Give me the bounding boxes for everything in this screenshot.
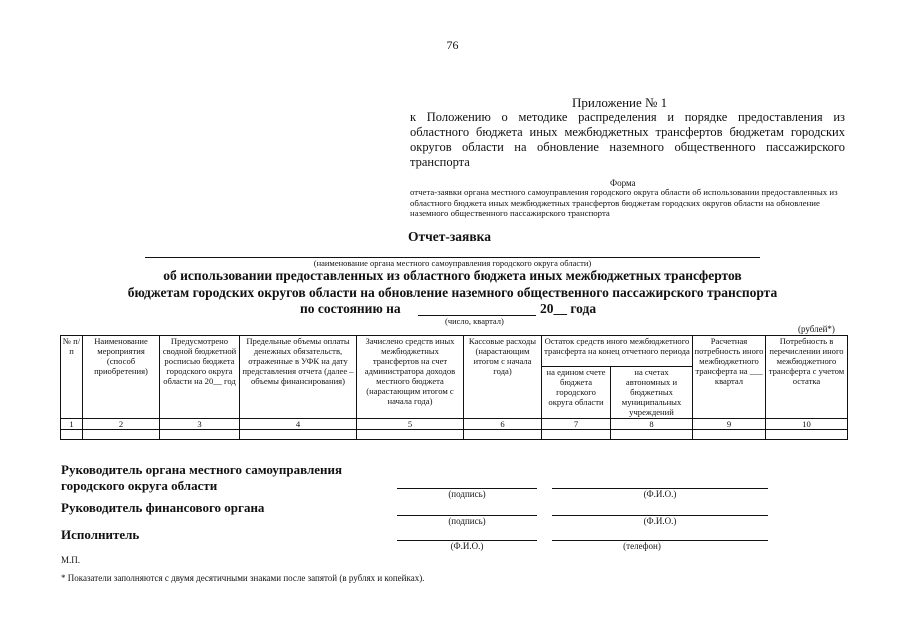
stamp-place-label: М.П.	[61, 555, 81, 565]
column-number: 8	[611, 419, 693, 430]
table-cell	[693, 430, 766, 440]
name-caption: (Ф.И.О.)	[450, 541, 484, 551]
page-number: 76	[446, 38, 459, 52]
header-col-2: Наименование мероприятия (способ приобретения)	[83, 336, 160, 419]
signature-head-of-government: Руководитель органа местного самоуправления городского округа области	[61, 462, 343, 493]
signature-caption: (подпись)	[448, 489, 486, 499]
signature-head-of-finance: Руководитель финансового органа	[61, 500, 265, 515]
table-cell	[61, 430, 83, 440]
table-cell	[160, 430, 240, 440]
column-number: 4	[240, 419, 357, 430]
phone-caption: (телефон)	[623, 541, 661, 551]
signature-caption: (подпись)	[448, 516, 486, 526]
header-col-7-8: Остаток средств иного межбюджетного трансферта на конец отчетного периода	[542, 336, 693, 367]
forma-label: Форма	[610, 178, 636, 188]
appendix-title: Приложение № 1	[572, 95, 668, 110]
header-col-3: Предусмотрено сводной бюджетной росписью бюджета городского округа области на 20__ год	[160, 336, 240, 419]
column-numbers-row	[61, 419, 848, 430]
heading-line-2: бюджетам городских округов области на обновление наземного общественного пассажирского транспорта	[127, 285, 778, 300]
column-number: 10	[766, 419, 848, 430]
column-number: 2	[83, 419, 160, 430]
report-table	[60, 335, 848, 440]
header-col-6: Кассовые расходы (нарастающим итогом с начала года)	[464, 336, 542, 419]
footnote: * Показатели заполняются с двумя десятичными знаками после запятой (в рублях и копейках).	[61, 573, 425, 583]
date-caption: (число, квартал)	[445, 316, 504, 326]
header-col-1: № п/п	[61, 336, 83, 419]
header-col-8: на счетах автономных и бюджетных муниципальных учреждений	[611, 367, 693, 419]
heading-year: 20__ года	[540, 301, 597, 316]
report-title: Отчет-заявка	[408, 229, 491, 244]
table-cell	[766, 430, 848, 440]
appendix-text: к Положению о методике распределения и порядке предоставления из областного бюджета иных межбюджетных трансфертов бюджетам городских округов области на обновление наземного общественного пассажирского транспорта	[410, 110, 845, 169]
column-number: 7	[542, 419, 611, 430]
table-cell	[83, 430, 160, 440]
table-cell	[542, 430, 611, 440]
column-number: 5	[357, 419, 464, 430]
table-cell	[357, 430, 464, 440]
table-cell	[611, 430, 693, 440]
column-number: 6	[464, 419, 542, 430]
column-number: 9	[693, 419, 766, 430]
table-cell	[240, 430, 357, 440]
signature-executor: Исполнитель	[61, 527, 140, 542]
name-caption: (Ф.И.О.)	[643, 489, 677, 499]
header-col-9: Расчетная потребность иного межбюджетного трансферта на ___ квартал	[693, 336, 766, 419]
header-col-10: Потребность в перечислении иного межбюджетного трансферта с учетом остатка	[766, 336, 848, 419]
header-col-4: Предельные объемы оплаты денежных обязательств, отраженные в УФК на дату представления отчета (далее – объемы финансирования)	[240, 336, 357, 419]
column-number: 1	[61, 419, 83, 430]
heading-line-1: об использовании предоставленных из областного бюджета иных межбюджетных трансфертов	[163, 268, 742, 283]
header-col-5: Зачислено средств иных межбюджетных трансфертов на счет администратора доходов местного бюджета (нарастающим итогом с начала года)	[357, 336, 464, 419]
units-label: (рублей*)	[798, 324, 835, 334]
heading-line-3: по состоянию на	[300, 301, 401, 316]
forma-text: отчета-заявки органа местного самоуправления городского округа области об использовании предоставленных из областного бюджета иных межбюджетных трансфертов бюджетам городских округов области на обновление наземного общественного пассажирского транспорта	[410, 187, 838, 218]
org-name-caption: (наименование органа местного самоуправления городского округа области)	[313, 258, 592, 268]
name-caption: (Ф.И.О.)	[643, 516, 677, 526]
header-col-7: на едином счете бюджета городского округа области	[542, 367, 611, 419]
column-number: 3	[160, 419, 240, 430]
table-cell	[464, 430, 542, 440]
table-row	[61, 430, 848, 440]
